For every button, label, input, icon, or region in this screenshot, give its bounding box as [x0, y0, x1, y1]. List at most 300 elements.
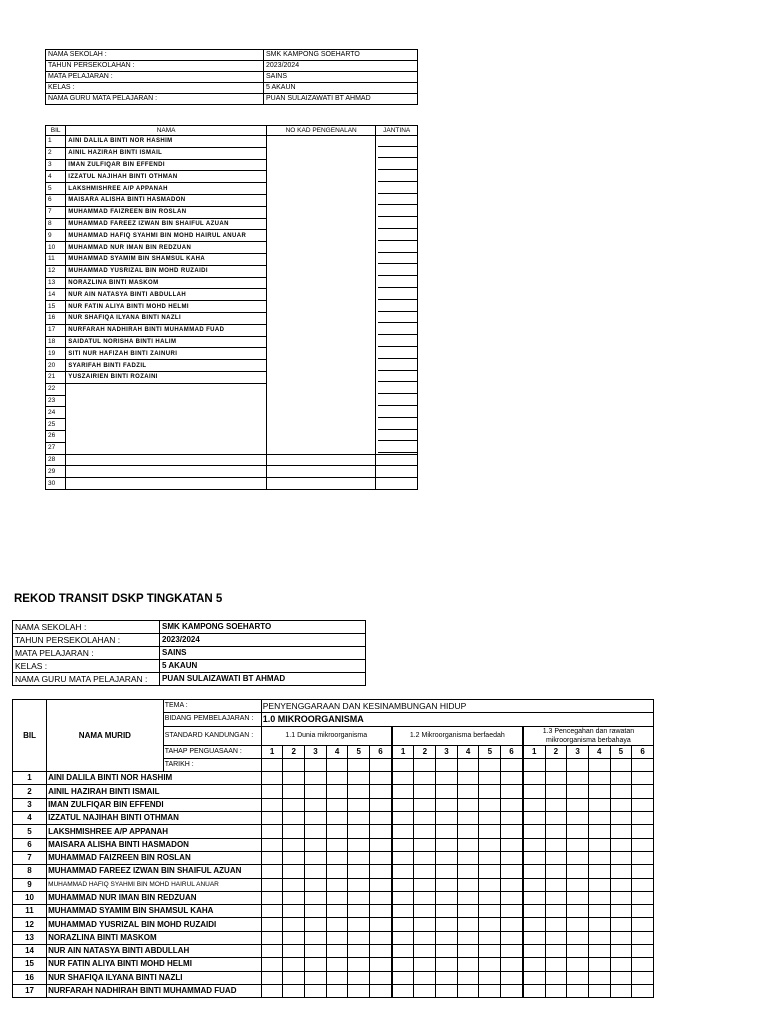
tp-cell[interactable]	[348, 905, 370, 918]
tp-cell[interactable]	[305, 984, 327, 997]
tp-cell[interactable]	[457, 931, 479, 944]
tp-cell[interactable]	[588, 945, 610, 958]
tp-cell[interactable]	[326, 958, 348, 971]
tp-cell[interactable]	[305, 812, 327, 825]
tp-cell[interactable]	[261, 984, 283, 997]
tp-cell[interactable]	[588, 878, 610, 891]
tp-cell[interactable]	[545, 891, 567, 904]
tp-cell[interactable]	[610, 931, 632, 944]
tp-cell[interactable]	[414, 772, 436, 785]
tp-cell[interactable]	[326, 891, 348, 904]
tp-cell[interactable]	[545, 931, 567, 944]
tp-cell[interactable]	[501, 905, 523, 918]
tp-cell[interactable]	[283, 825, 305, 838]
tp-cell[interactable]	[436, 798, 458, 811]
tp-cell[interactable]	[261, 825, 283, 838]
tp-cell[interactable]	[523, 878, 545, 891]
tp-cell[interactable]	[305, 785, 327, 798]
tp-cell[interactable]	[436, 905, 458, 918]
tp-cell[interactable]	[632, 931, 654, 944]
tp-cell[interactable]	[632, 891, 654, 904]
tp-cell[interactable]	[261, 772, 283, 785]
tp-cell[interactable]	[305, 851, 327, 864]
tp-cell[interactable]	[567, 785, 589, 798]
tp-cell[interactable]	[436, 772, 458, 785]
tp-cell[interactable]	[545, 838, 567, 851]
tp-cell[interactable]	[392, 971, 414, 984]
tp-cell[interactable]	[501, 772, 523, 785]
tp-cell[interactable]	[588, 812, 610, 825]
tp-cell[interactable]	[326, 984, 348, 997]
tp-cell[interactable]	[501, 958, 523, 971]
tp-cell[interactable]	[501, 865, 523, 878]
tp-cell[interactable]	[305, 891, 327, 904]
tp-cell[interactable]	[457, 825, 479, 838]
tp-cell[interactable]	[479, 918, 501, 931]
tp-cell[interactable]	[545, 878, 567, 891]
tp-cell[interactable]	[283, 878, 305, 891]
tp-cell[interactable]	[567, 812, 589, 825]
tp-cell[interactable]	[523, 984, 545, 997]
tp-cell[interactable]	[305, 865, 327, 878]
tp-cell[interactable]	[392, 825, 414, 838]
tp-cell[interactable]	[545, 851, 567, 864]
tp-cell[interactable]	[588, 851, 610, 864]
tp-cell[interactable]	[457, 798, 479, 811]
tarikh-cell[interactable]	[283, 758, 305, 771]
tp-cell[interactable]	[348, 838, 370, 851]
tp-cell[interactable]	[610, 851, 632, 864]
tp-cell[interactable]	[610, 772, 632, 785]
tp-cell[interactable]	[479, 971, 501, 984]
tp-cell[interactable]	[479, 798, 501, 811]
tp-cell[interactable]	[567, 772, 589, 785]
tp-cell[interactable]	[501, 851, 523, 864]
tp-cell[interactable]	[370, 785, 392, 798]
tp-cell[interactable]	[414, 905, 436, 918]
tp-cell[interactable]	[261, 931, 283, 944]
tp-cell[interactable]	[545, 984, 567, 997]
tp-cell[interactable]	[457, 851, 479, 864]
tp-cell[interactable]	[305, 958, 327, 971]
tp-cell[interactable]	[436, 945, 458, 958]
tp-cell[interactable]	[370, 798, 392, 811]
tp-cell[interactable]	[283, 865, 305, 878]
tp-cell[interactable]	[479, 891, 501, 904]
tp-cell[interactable]	[414, 812, 436, 825]
tp-cell[interactable]	[457, 958, 479, 971]
tp-cell[interactable]	[457, 785, 479, 798]
tp-cell[interactable]	[610, 945, 632, 958]
tarikh-cell[interactable]	[479, 758, 501, 771]
tp-cell[interactable]	[436, 918, 458, 931]
tp-cell[interactable]	[261, 865, 283, 878]
tp-cell[interactable]	[261, 785, 283, 798]
tarikh-cell[interactable]	[370, 758, 392, 771]
tp-cell[interactable]	[370, 891, 392, 904]
tp-cell[interactable]	[567, 971, 589, 984]
tp-cell[interactable]	[436, 958, 458, 971]
tp-cell[interactable]	[348, 918, 370, 931]
tp-cell[interactable]	[457, 812, 479, 825]
tp-cell[interactable]	[588, 798, 610, 811]
tp-cell[interactable]	[348, 798, 370, 811]
tarikh-cell[interactable]	[326, 758, 348, 771]
tp-cell[interactable]	[501, 838, 523, 851]
tp-cell[interactable]	[501, 878, 523, 891]
tp-cell[interactable]	[479, 772, 501, 785]
tp-cell[interactable]	[457, 838, 479, 851]
tp-cell[interactable]	[436, 891, 458, 904]
tp-cell[interactable]	[479, 984, 501, 997]
tp-cell[interactable]	[632, 918, 654, 931]
tp-cell[interactable]	[414, 971, 436, 984]
tp-cell[interactable]	[305, 945, 327, 958]
tarikh-cell[interactable]	[632, 758, 654, 771]
tp-cell[interactable]	[283, 931, 305, 944]
tp-cell[interactable]	[370, 772, 392, 785]
tp-cell[interactable]	[523, 931, 545, 944]
tp-cell[interactable]	[348, 812, 370, 825]
tp-cell[interactable]	[545, 905, 567, 918]
tp-cell[interactable]	[261, 971, 283, 984]
tp-cell[interactable]	[370, 971, 392, 984]
tp-cell[interactable]	[588, 838, 610, 851]
tp-cell[interactable]	[501, 785, 523, 798]
tarikh-cell[interactable]	[545, 758, 567, 771]
tp-cell[interactable]	[479, 825, 501, 838]
tp-cell[interactable]	[632, 905, 654, 918]
tp-cell[interactable]	[610, 865, 632, 878]
tp-cell[interactable]	[348, 785, 370, 798]
tp-cell[interactable]	[610, 891, 632, 904]
tp-cell[interactable]	[588, 971, 610, 984]
tp-cell[interactable]	[523, 945, 545, 958]
tp-cell[interactable]	[610, 958, 632, 971]
tp-cell[interactable]	[567, 825, 589, 838]
tp-cell[interactable]	[414, 984, 436, 997]
tp-cell[interactable]	[436, 785, 458, 798]
tp-cell[interactable]	[392, 984, 414, 997]
tp-cell[interactable]	[370, 825, 392, 838]
tp-cell[interactable]	[567, 865, 589, 878]
tp-cell[interactable]	[545, 958, 567, 971]
tp-cell[interactable]	[610, 812, 632, 825]
tp-cell[interactable]	[283, 851, 305, 864]
tp-cell[interactable]	[326, 918, 348, 931]
tp-cell[interactable]	[392, 772, 414, 785]
tp-cell[interactable]	[392, 931, 414, 944]
tp-cell[interactable]	[283, 798, 305, 811]
tp-cell[interactable]	[370, 918, 392, 931]
tp-cell[interactable]	[261, 945, 283, 958]
tp-cell[interactable]	[457, 984, 479, 997]
tp-cell[interactable]	[392, 812, 414, 825]
tarikh-cell[interactable]	[567, 758, 589, 771]
tp-cell[interactable]	[567, 931, 589, 944]
tp-cell[interactable]	[610, 878, 632, 891]
tp-cell[interactable]	[501, 918, 523, 931]
tp-cell[interactable]	[305, 772, 327, 785]
tp-cell[interactable]	[545, 918, 567, 931]
tp-cell[interactable]	[567, 905, 589, 918]
tp-cell[interactable]	[348, 931, 370, 944]
tp-cell[interactable]	[567, 838, 589, 851]
tp-cell[interactable]	[545, 971, 567, 984]
tp-cell[interactable]	[523, 785, 545, 798]
tp-cell[interactable]	[305, 971, 327, 984]
tp-cell[interactable]	[392, 878, 414, 891]
tp-cell[interactable]	[414, 931, 436, 944]
tp-cell[interactable]	[436, 865, 458, 878]
tarikh-cell[interactable]	[436, 758, 458, 771]
tp-cell[interactable]	[414, 878, 436, 891]
tp-cell[interactable]	[545, 825, 567, 838]
tp-cell[interactable]	[414, 851, 436, 864]
tp-cell[interactable]	[567, 851, 589, 864]
tp-cell[interactable]	[610, 825, 632, 838]
tp-cell[interactable]	[370, 905, 392, 918]
tarikh-cell[interactable]	[305, 758, 327, 771]
tp-cell[interactable]	[545, 945, 567, 958]
tp-cell[interactable]	[588, 891, 610, 904]
tp-cell[interactable]	[326, 838, 348, 851]
tp-cell[interactable]	[523, 838, 545, 851]
tp-cell[interactable]	[632, 984, 654, 997]
tp-cell[interactable]	[632, 971, 654, 984]
tp-cell[interactable]	[610, 798, 632, 811]
tp-cell[interactable]	[632, 825, 654, 838]
tp-cell[interactable]	[370, 931, 392, 944]
tp-cell[interactable]	[436, 984, 458, 997]
tp-cell[interactable]	[523, 891, 545, 904]
tp-cell[interactable]	[261, 905, 283, 918]
tp-cell[interactable]	[457, 772, 479, 785]
tp-cell[interactable]	[414, 825, 436, 838]
tp-cell[interactable]	[457, 905, 479, 918]
tp-cell[interactable]	[523, 851, 545, 864]
tp-cell[interactable]	[305, 878, 327, 891]
tp-cell[interactable]	[632, 838, 654, 851]
tp-cell[interactable]	[523, 812, 545, 825]
tp-cell[interactable]	[632, 945, 654, 958]
tp-cell[interactable]	[567, 918, 589, 931]
tp-cell[interactable]	[567, 891, 589, 904]
tp-cell[interactable]	[588, 865, 610, 878]
tp-cell[interactable]	[588, 785, 610, 798]
tp-cell[interactable]	[523, 865, 545, 878]
tp-cell[interactable]	[283, 945, 305, 958]
tp-cell[interactable]	[501, 798, 523, 811]
tp-cell[interactable]	[326, 865, 348, 878]
tp-cell[interactable]	[436, 838, 458, 851]
tarikh-cell[interactable]	[501, 758, 523, 771]
tp-cell[interactable]	[632, 812, 654, 825]
tp-cell[interactable]	[632, 798, 654, 811]
tp-cell[interactable]	[348, 958, 370, 971]
tp-cell[interactable]	[392, 865, 414, 878]
tp-cell[interactable]	[283, 785, 305, 798]
tp-cell[interactable]	[610, 905, 632, 918]
tp-cell[interactable]	[392, 838, 414, 851]
tp-cell[interactable]	[392, 851, 414, 864]
tp-cell[interactable]	[326, 878, 348, 891]
tp-cell[interactable]	[392, 785, 414, 798]
tp-cell[interactable]	[610, 971, 632, 984]
tp-cell[interactable]	[545, 772, 567, 785]
tp-cell[interactable]	[523, 918, 545, 931]
tp-cell[interactable]	[501, 825, 523, 838]
tp-cell[interactable]	[305, 931, 327, 944]
tp-cell[interactable]	[326, 931, 348, 944]
tp-cell[interactable]	[523, 905, 545, 918]
tp-cell[interactable]	[283, 905, 305, 918]
tp-cell[interactable]	[392, 945, 414, 958]
tp-cell[interactable]	[326, 945, 348, 958]
tp-cell[interactable]	[326, 971, 348, 984]
tp-cell[interactable]	[414, 945, 436, 958]
tp-cell[interactable]	[326, 851, 348, 864]
tp-cell[interactable]	[414, 838, 436, 851]
tp-cell[interactable]	[501, 945, 523, 958]
tp-cell[interactable]	[588, 984, 610, 997]
tp-cell[interactable]	[261, 851, 283, 864]
tp-cell[interactable]	[283, 984, 305, 997]
tp-cell[interactable]	[370, 984, 392, 997]
tp-cell[interactable]	[392, 958, 414, 971]
tp-cell[interactable]	[632, 958, 654, 971]
tp-cell[interactable]	[545, 798, 567, 811]
tp-cell[interactable]	[610, 838, 632, 851]
tp-cell[interactable]	[501, 971, 523, 984]
tp-cell[interactable]	[370, 838, 392, 851]
tp-cell[interactable]	[326, 812, 348, 825]
tp-cell[interactable]	[283, 838, 305, 851]
tp-cell[interactable]	[610, 918, 632, 931]
tp-cell[interactable]	[370, 812, 392, 825]
tp-cell[interactable]	[457, 878, 479, 891]
tp-cell[interactable]	[632, 851, 654, 864]
tp-cell[interactable]	[479, 945, 501, 958]
tp-cell[interactable]	[545, 865, 567, 878]
tp-cell[interactable]	[326, 772, 348, 785]
tp-cell[interactable]	[567, 984, 589, 997]
tp-cell[interactable]	[305, 918, 327, 931]
tarikh-cell[interactable]	[414, 758, 436, 771]
tp-cell[interactable]	[261, 918, 283, 931]
tp-cell[interactable]	[588, 825, 610, 838]
tp-cell[interactable]	[523, 825, 545, 838]
tp-cell[interactable]	[370, 945, 392, 958]
tp-cell[interactable]	[370, 865, 392, 878]
tp-cell[interactable]	[457, 918, 479, 931]
tp-cell[interactable]	[370, 851, 392, 864]
tp-cell[interactable]	[283, 891, 305, 904]
tp-cell[interactable]	[326, 798, 348, 811]
tp-cell[interactable]	[610, 785, 632, 798]
tp-cell[interactable]	[348, 984, 370, 997]
tp-cell[interactable]	[283, 772, 305, 785]
tp-cell[interactable]	[348, 878, 370, 891]
tp-cell[interactable]	[588, 958, 610, 971]
tp-cell[interactable]	[567, 878, 589, 891]
tp-cell[interactable]	[567, 945, 589, 958]
tp-cell[interactable]	[545, 785, 567, 798]
tp-cell[interactable]	[567, 798, 589, 811]
tp-cell[interactable]	[326, 905, 348, 918]
tp-cell[interactable]	[305, 905, 327, 918]
tp-cell[interactable]	[326, 785, 348, 798]
tp-cell[interactable]	[588, 772, 610, 785]
tp-cell[interactable]	[457, 971, 479, 984]
tp-cell[interactable]	[348, 891, 370, 904]
tp-cell[interactable]	[392, 891, 414, 904]
tp-cell[interactable]	[479, 865, 501, 878]
tp-cell[interactable]	[414, 865, 436, 878]
tp-cell[interactable]	[348, 945, 370, 958]
tp-cell[interactable]	[479, 785, 501, 798]
tp-cell[interactable]	[523, 772, 545, 785]
tp-cell[interactable]	[436, 931, 458, 944]
tp-cell[interactable]	[523, 958, 545, 971]
tp-cell[interactable]	[392, 798, 414, 811]
tp-cell[interactable]	[610, 984, 632, 997]
tp-cell[interactable]	[436, 825, 458, 838]
tp-cell[interactable]	[501, 891, 523, 904]
tp-cell[interactable]	[414, 891, 436, 904]
tp-cell[interactable]	[501, 931, 523, 944]
tp-cell[interactable]	[261, 891, 283, 904]
tp-cell[interactable]	[588, 905, 610, 918]
tarikh-cell[interactable]	[523, 758, 545, 771]
tp-cell[interactable]	[436, 812, 458, 825]
tp-cell[interactable]	[479, 851, 501, 864]
tarikh-cell[interactable]	[392, 758, 414, 771]
tp-cell[interactable]	[436, 971, 458, 984]
tp-cell[interactable]	[479, 838, 501, 851]
tp-cell[interactable]	[370, 878, 392, 891]
tp-cell[interactable]	[414, 958, 436, 971]
tp-cell[interactable]	[457, 865, 479, 878]
tp-cell[interactable]	[370, 958, 392, 971]
tp-cell[interactable]	[261, 798, 283, 811]
tp-cell[interactable]	[348, 851, 370, 864]
tp-cell[interactable]	[457, 945, 479, 958]
tp-cell[interactable]	[261, 838, 283, 851]
tp-cell[interactable]	[479, 812, 501, 825]
tp-cell[interactable]	[479, 931, 501, 944]
tp-cell[interactable]	[348, 825, 370, 838]
tp-cell[interactable]	[392, 918, 414, 931]
tp-cell[interactable]	[523, 971, 545, 984]
tp-cell[interactable]	[326, 825, 348, 838]
tarikh-cell[interactable]	[261, 758, 283, 771]
tp-cell[interactable]	[436, 851, 458, 864]
tp-cell[interactable]	[348, 772, 370, 785]
tp-cell[interactable]	[632, 865, 654, 878]
tp-cell[interactable]	[392, 905, 414, 918]
tp-cell[interactable]	[348, 971, 370, 984]
tp-cell[interactable]	[305, 825, 327, 838]
tp-cell[interactable]	[479, 958, 501, 971]
tarikh-cell[interactable]	[610, 758, 632, 771]
tp-cell[interactable]	[457, 891, 479, 904]
tp-cell[interactable]	[588, 918, 610, 931]
tp-cell[interactable]	[436, 878, 458, 891]
tp-cell[interactable]	[479, 905, 501, 918]
tp-cell[interactable]	[305, 838, 327, 851]
tp-cell[interactable]	[348, 865, 370, 878]
